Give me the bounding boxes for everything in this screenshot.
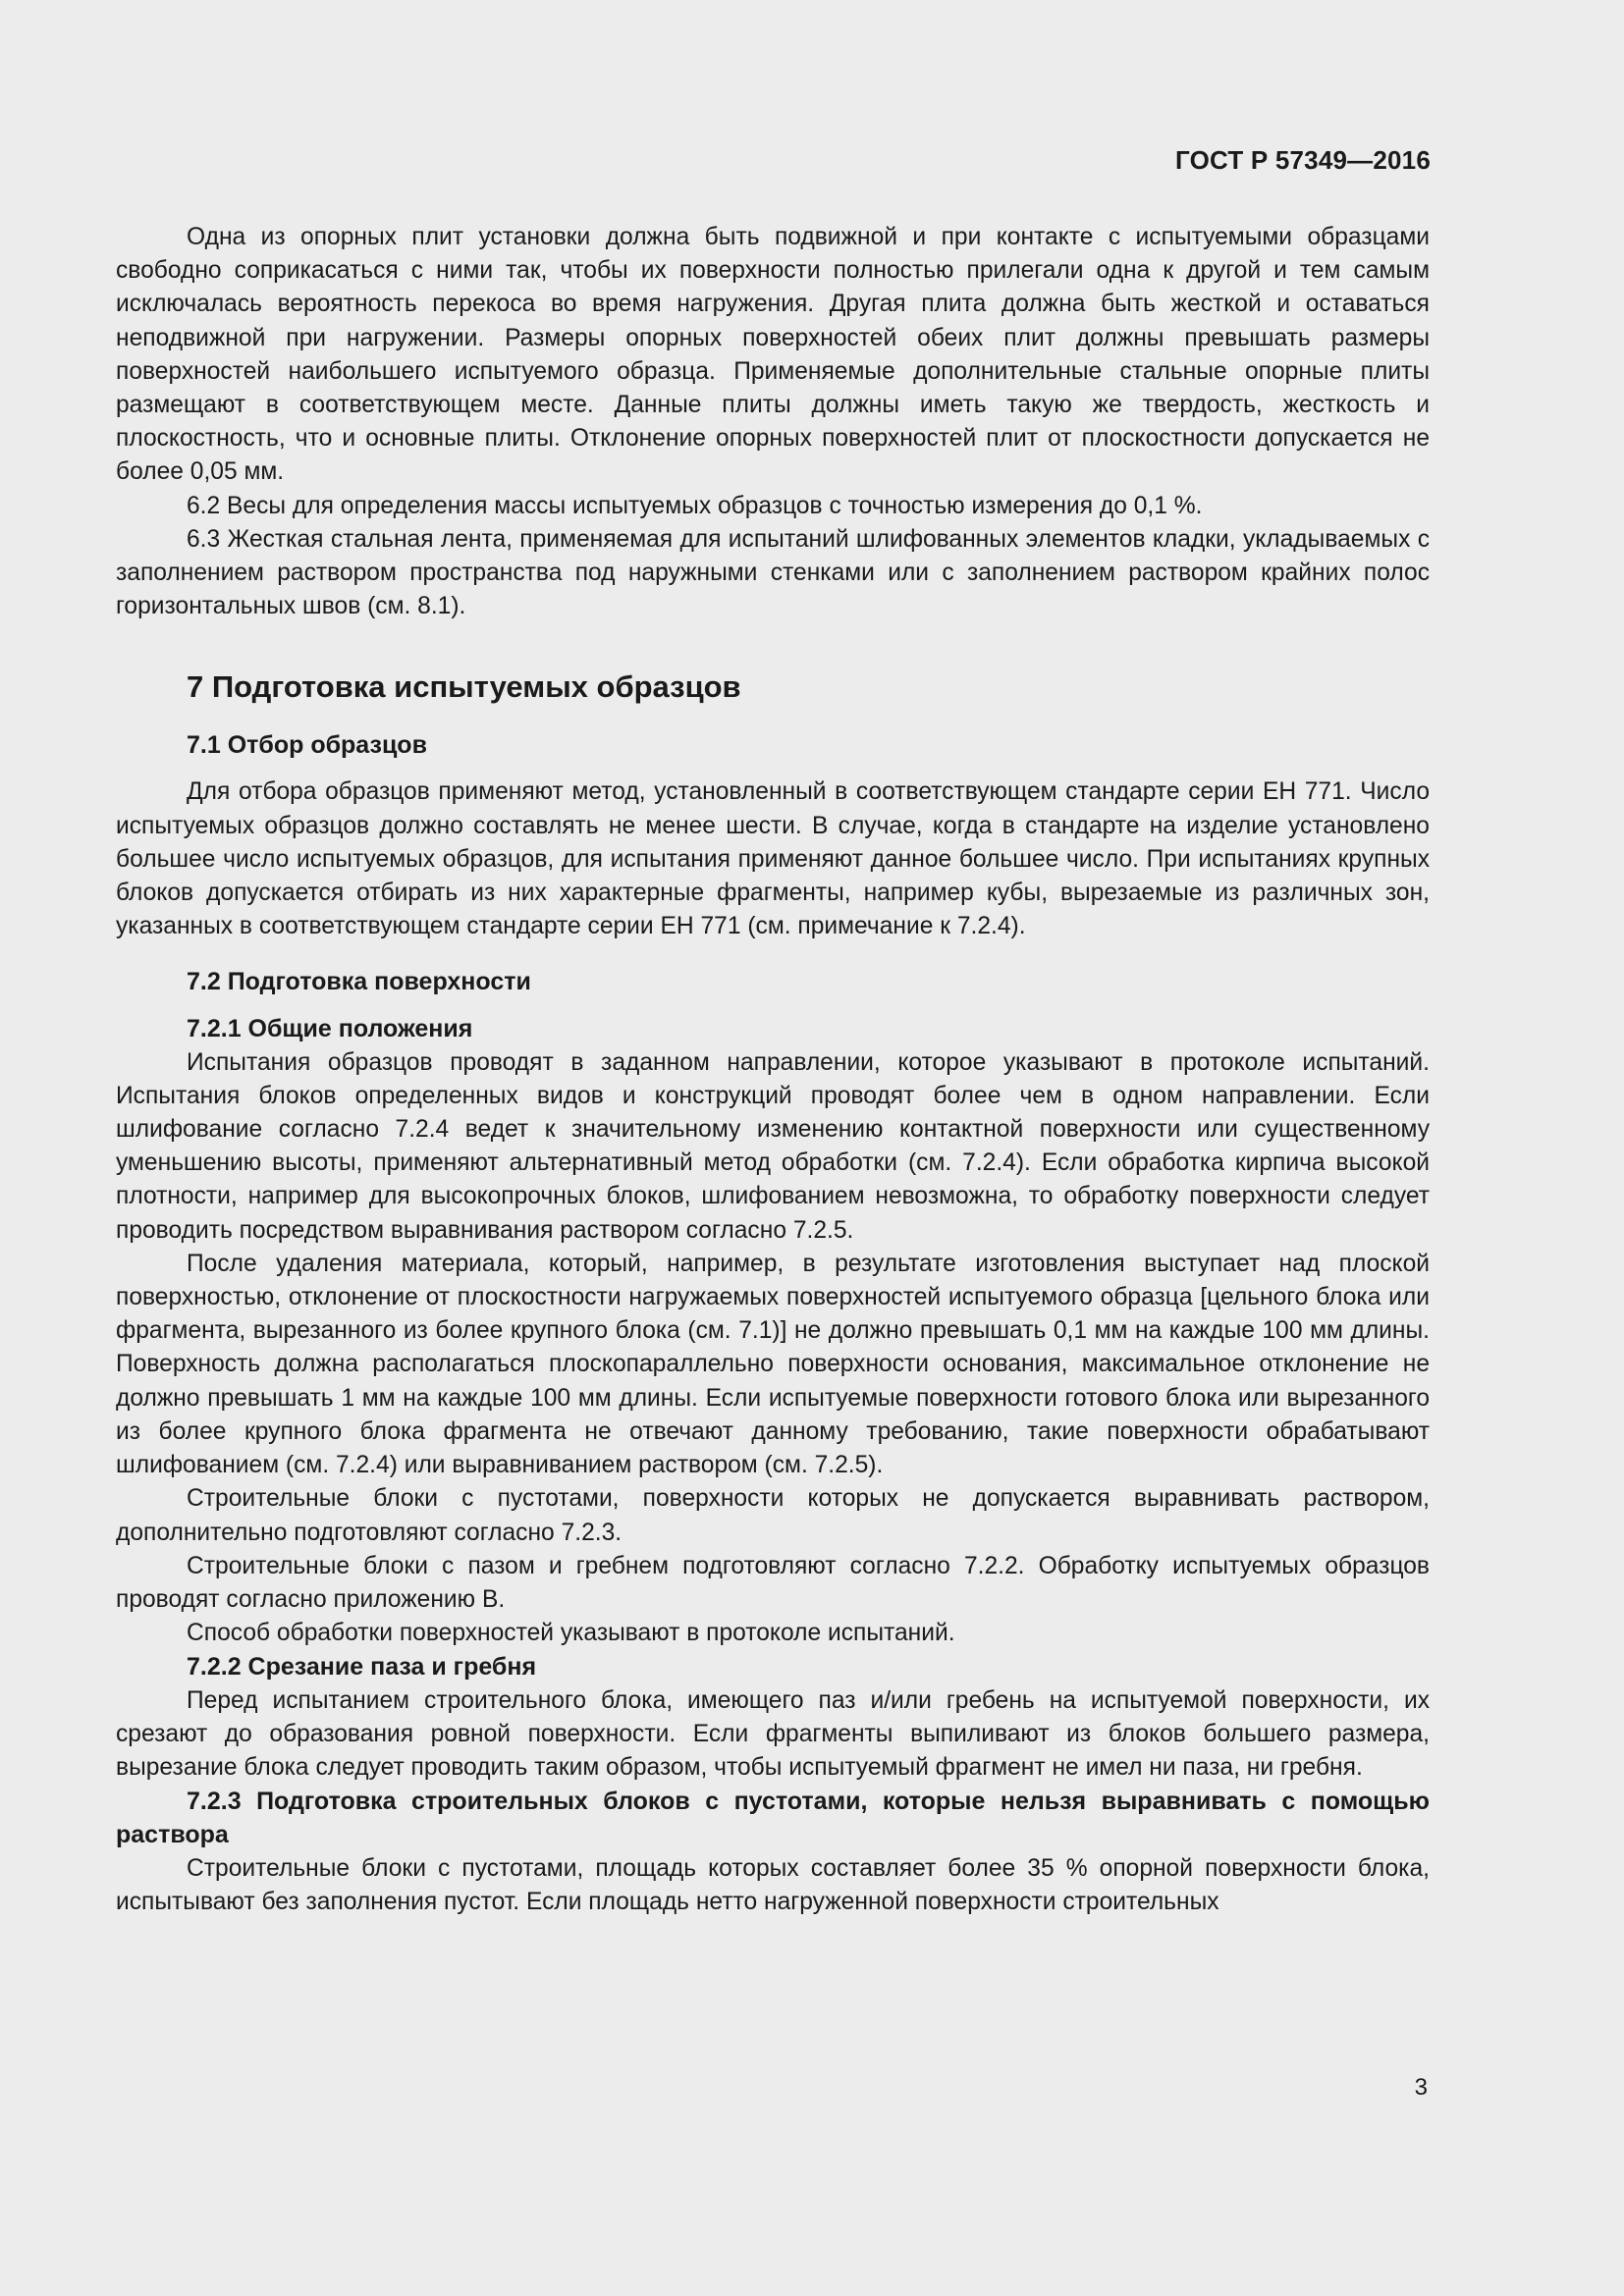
page-number: 3 — [1414, 2074, 1428, 2101]
paragraph-7-2-2: Перед испытанием строительного блока, имеющего паз и/или гребень на испытуемой поверхности, их срезают до образования ровной поверхности. Если фрагменты выпиливают из блоков большего размера, вырезание блока следует проводить таким образом, чтобы испытуемый фрагмент не имел ни паза, ни гребня. — [116, 1686, 1430, 1781]
paragraph-6-3: 6.3 Жесткая стальная лента, применяемая для испытаний шлифованных элементов кладки, укладываемых с заполнением раствором пространства под наружными стенками или с заполнением раствором крайних полос горизонтальных швов (см. 8.1). — [116, 525, 1430, 620]
clause-heading-7-2-3: 7.2.3 Подготовка строительных блоков с пустотами, которые нельзя выравнивать с помощью раствора — [116, 1788, 1430, 1849]
clause-heading-7-2-2: 7.2.2 Срезание паза и гребня — [187, 1653, 537, 1682]
section-heading-7: 7 Подготовка испытуемых образцов — [187, 669, 741, 705]
document-code-header: ГОСТ Р 57349—2016 — [1175, 145, 1431, 175]
subsection-heading-7-1: 7.1 Отбор образцов — [187, 731, 427, 760]
paragraph-7-1: Для отбора образцов применяют метод, установленный в соответствующем стандарте серии ЕН 771. Число испытуемых образцов должно составлять не менее шести. В случае, когда в стандарте на изделие установлено большее число испытуемых образцов, для испытания применяют данное большее число. При испытаниях крупных блоков допускается отбирать из них характерные фрагменты, например кубы, вырезаемые из различных зон, указанных в соответствующем стандарте серии ЕН 771 (см. примечание к 7.2.4). — [116, 778, 1430, 940]
paragraph-plates: Одна из опорных плит установки должна быть подвижной и при контакте с испытуемыми образцами свободно соприкасаться с ними так, чтобы их поверхности полностью прилегали одна к другой и тем самым исключалась вероятность перекоса во время нагружения. Другая плита должна быть жесткой и оставаться неподвижной при нагружении. Размеры опорных поверхностей обеих плит должны превышать размеры поверхностей наибольшего испытуемого образца. Применяемые дополнительные стальные опорные плиты размещают в соответствующем месте. Данные плиты должны иметь такую же твердость, жесткость и плоскостность, что и основные плиты. Отклонение опорных поверхностей плит от плоскостности допускается не более 0,05 мм. — [116, 224, 1430, 486]
paragraph-7-2-1-e: Способ обработки поверхностей указывают в протоколе испытаний. — [187, 1620, 955, 1647]
clause-heading-7-2-1: 7.2.1 Общие положения — [187, 1015, 473, 1043]
document-body — [116, 221, 1430, 1919]
paragraph-7-2-1-b: После удаления материала, который, например, в результате изготовления выступает над плоской поверхностью, отклонение от плоскостности нагружаемых поверхностей испытуемого образца [цельного блока или фрагмента, вырезанного из более крупного блока (см. 7.1)] не должно превышать 0,1 мм на каждые 100 мм длины. Поверхность должна располагаться плоскопараллельно поверхности основания, максимальное отклонение не должно превышать 1 мм на каждые 100 мм длины. Если испытуемые поверхности готового блока или вырезанного из более крупного блока фрагмента не отвечают данному требованию, такие поверхности обрабатывают шлифованием (см. 7.2.4) или выравниванием раствором (см. 7.2.5). — [116, 1250, 1430, 1479]
paragraph-7-2-1-d: Строительные блоки с пазом и гребнем подготовляют согласно 7.2.2. Обработку испытуемых образцов проводят согласно приложению В. — [116, 1552, 1430, 1613]
paragraph-7-2-1-a: Испытания образцов проводят в заданном направлении, которое указывают в протоколе испытаний. Испытания блоков определенных видов и конструкций проводят более чем в одном направлении. Если шлифование согласно 7.2.4 ведет к значительному изменению контактной поверхности или существенному уменьшению высоты, применяют альтернативный метод обработки (см. 7.2.4). Если обработка кирпича высокой плотности, например для высокопрочных блоков, шлифованием невозможна, то обработку поверхности следует проводить посредством выравнивания раствором согласно 7.2.5. — [116, 1048, 1430, 1244]
subsection-heading-7-2: 7.2 Подготовка поверхности — [187, 968, 531, 996]
paragraph-7-2-3: Строительные блоки с пустотами, площадь которых составляет более 35 % опорной поверхности блока, испытывают без заполнения пустот. Если площадь нетто нагруженной поверхности строительных — [116, 1854, 1430, 1915]
paragraph-7-2-1-c: Строительные блоки с пустотами, поверхности которых не допускается выравнивать раствором, дополнительно подготовляют согласно 7.2.3. — [116, 1485, 1430, 1546]
paragraph-6-2: 6.2 Весы для определения массы испытуемых образцов с точностью измерения до 0,1 %. — [187, 492, 1203, 519]
